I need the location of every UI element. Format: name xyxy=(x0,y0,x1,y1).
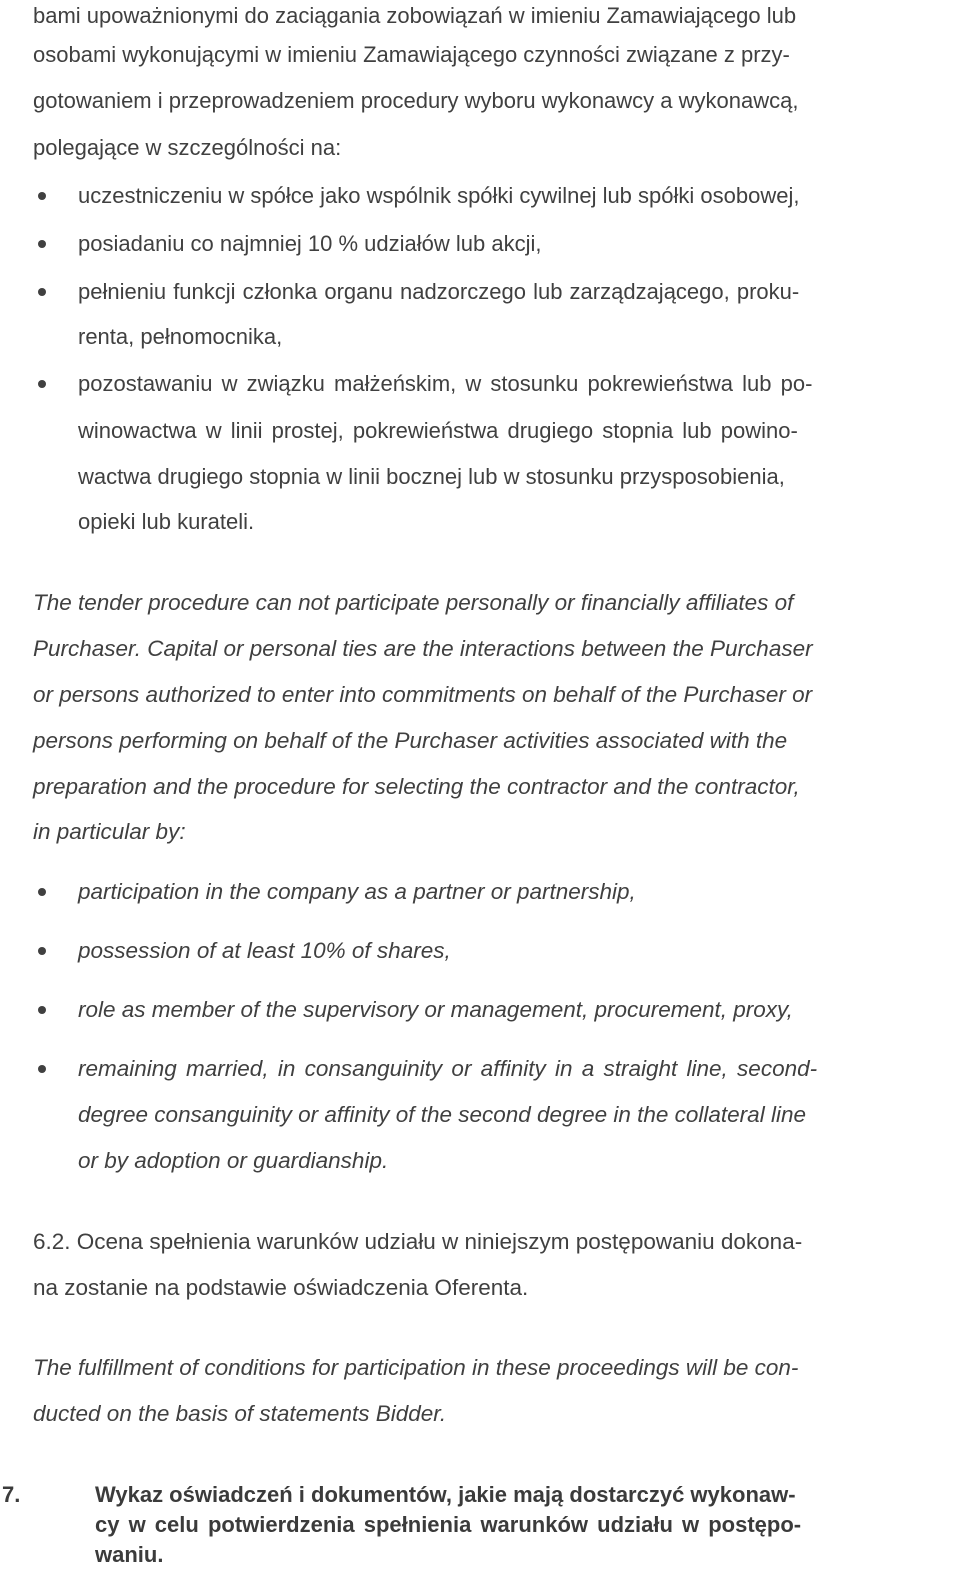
paragraph-line: gotowaniem i przeprowadzeniem procedury wyboru wykonawcy a wykonawcą, xyxy=(33,88,799,113)
list-item: pozostawaniu w związku małżeńskim, w stosunku pokrewieństwa lub po- xyxy=(78,371,813,396)
bullet-icon xyxy=(38,1006,46,1014)
paragraph-line: persons performing on behalf of the Purchaser activities associated with the xyxy=(33,728,788,753)
paragraph-line: in particular by: xyxy=(33,819,186,844)
paragraph-line: ducted on the basis of statements Bidder. xyxy=(33,1401,447,1426)
bullet-icon xyxy=(38,240,46,248)
bullet-icon xyxy=(38,947,46,955)
bullet-icon xyxy=(38,1065,46,1073)
paragraph-line: bami upoważnionymi do zaciągania zobowiązań w imieniu Zamawiającego lub xyxy=(33,3,797,28)
paragraph-line: na zostanie na podstawie oświadczenia Oferenta. xyxy=(33,1275,529,1300)
bullet-icon xyxy=(38,192,46,200)
list-item: opieki lub kurateli. xyxy=(78,509,255,534)
list-item: wactwa drugiego stopnia w linii bocznej lub w stosunku przysposobienia, xyxy=(78,464,785,489)
list-item: role as member of the supervisory or management, procurement, proxy, xyxy=(78,997,793,1022)
list-item: or by adoption or guardianship. xyxy=(78,1148,389,1173)
paragraph-line: or persons authorized to enter into commitments on behalf of the Purchaser or xyxy=(33,682,813,707)
list-item: possession of at least 10% of shares, xyxy=(78,938,451,963)
list-item: degree consanguinity or affinity of the second degree in the collateral line xyxy=(78,1102,806,1127)
paragraph-line: The fulfillment of conditions for participation in these proceedings will be con- xyxy=(33,1355,799,1380)
bullet-icon xyxy=(38,380,46,388)
paragraph-line: The tender procedure can not participate personally or financially affiliates of xyxy=(33,590,794,615)
bullet-icon xyxy=(38,288,46,296)
list-item: remaining married, in consanguinity or affinity in a straight line, second- xyxy=(78,1056,818,1081)
list-item: posiadaniu co najmniej 10 % udziałów lub akcji, xyxy=(78,231,542,256)
list-item: participation in the company as a partner or partnership, xyxy=(78,879,636,904)
bullet-icon xyxy=(38,888,46,896)
paragraph-line: 6.2. Ocena spełnienia warunków udziału w niniejszym postępowaniu dokona- xyxy=(33,1229,803,1254)
list-item: uczestniczeniu w spółce jako wspólnik spółki cywilnej lub spółki osobowej, xyxy=(78,183,800,208)
section-number: 7. xyxy=(2,1482,21,1507)
paragraph-line: polegające w szczególności na: xyxy=(33,135,342,160)
paragraph-line: Purchaser. Capital or personal ties are the interactions between the Purchaser xyxy=(33,636,813,661)
section-heading: waniu. xyxy=(95,1542,164,1567)
section-heading: cy w celu potwierdzenia spełnienia warunków udziału w postępo- xyxy=(95,1512,802,1537)
paragraph-line: osobami wykonującymi w imieniu Zamawiającego czynności związane z przy- xyxy=(33,42,790,67)
paragraph-line: preparation and the procedure for selecting the contractor and the contractor, xyxy=(33,774,800,799)
section-heading: Wykaz oświadczeń i dokumentów, jakie mają dostarczyć wykonaw- xyxy=(95,1482,796,1507)
list-item: pełnieniu funkcji członka organu nadzorczego lub zarządzającego, proku- xyxy=(78,279,800,304)
list-item: renta, pełnomocnika, xyxy=(78,324,283,349)
list-item: winowactwa w linii prostej, pokrewieństwa drugiego stopnia lub powino- xyxy=(78,418,798,443)
